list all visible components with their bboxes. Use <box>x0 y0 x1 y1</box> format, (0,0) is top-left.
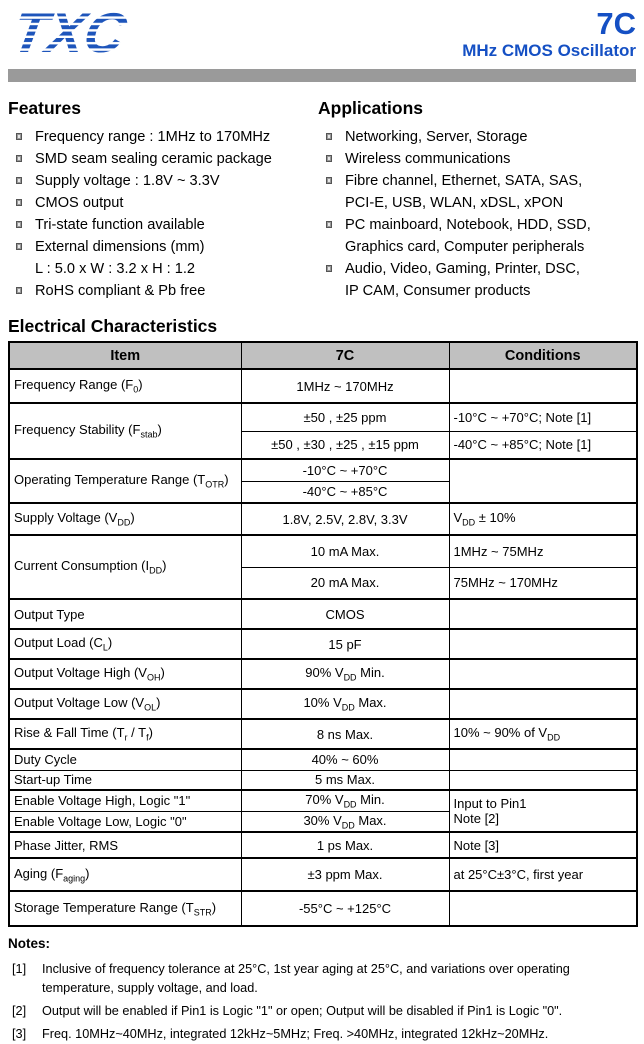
feature-text: External dimensions (mm) L : 5.0 x W : 3.2 x H : 1.2 <box>35 239 205 277</box>
table-row-output-voltage-high <box>9 659 637 689</box>
condition-cell <box>449 459 637 503</box>
electrical-characteristics-table <box>8 341 638 927</box>
square-bullet-icon <box>16 177 22 184</box>
note-ref: [1] <box>12 962 27 977</box>
item-cell: Output Type <box>9 599 241 629</box>
item-cell: Supply Voltage $(V_{DD})$ <box>9 503 241 535</box>
applications-list <box>318 126 636 302</box>
square-bullet-icon <box>326 265 332 272</box>
application-text: PC mainboard, Notebook, HDD, SSD, Graphics card, Computer peripherals <box>345 217 591 255</box>
application-text: Networking, Server, Storage <box>345 129 528 145</box>
square-bullet-icon <box>326 221 332 228</box>
application-text: Wireless communications <box>345 151 511 167</box>
value-cell: -55°C ~ +125°C <box>241 891 449 926</box>
table-row-output-load <box>9 629 637 659</box>
value-cell: 10% $V_{DD}$ Max. <box>241 689 449 719</box>
item-cell: Output Voltage High $(V_{OH})$ <box>9 659 241 689</box>
feature-item <box>16 280 318 302</box>
square-bullet-icon <box>326 133 332 140</box>
condition-cell <box>449 891 637 926</box>
value-cell: 15 pF <box>241 629 449 659</box>
condition-cell: -10°C ~ +70°C; Note [1] <box>449 403 637 431</box>
table-row-output-type <box>9 599 637 629</box>
table-row-frequency-stability-1 <box>9 403 637 431</box>
item-cell: Enable Voltage High, Logic "1" <box>9 790 241 811</box>
condition-cell: 10% ~ 90% of $V_{DD}$ <box>449 719 637 749</box>
value-cell: 8 ns Max. <box>241 719 449 749</box>
table-row-supply-voltage <box>9 503 637 535</box>
item-cell: Duty Cycle <box>9 749 241 770</box>
item-cell: Current Consumption $(I_{DD})$ <box>9 535 241 599</box>
value-cell: ±50 , ±30 , ±25 , ±15 ppm <box>241 431 449 459</box>
page-header <box>7 1 636 64</box>
application-item <box>326 214 636 258</box>
lists-section <box>8 98 636 302</box>
feature-item <box>16 148 318 170</box>
item-cell: Storage Temperature Range $(T_{STR})$ <box>9 891 241 926</box>
column-header-7c: 7C <box>241 342 449 369</box>
note-item <box>8 1002 636 1021</box>
application-item <box>326 126 636 148</box>
square-bullet-icon <box>16 133 22 140</box>
feature-item <box>16 236 318 280</box>
value-cell: ±3 ppm Max. <box>241 858 449 891</box>
product-title: 7C <box>596 6 636 41</box>
feature-text: RoHS compliant & Pb free <box>35 283 206 299</box>
condition-cell: -40°C ~ +85°C; Note [1] <box>449 431 637 459</box>
value-cell: 10 mA Max. <box>241 535 449 567</box>
note-text: Freq. 10MHz~40MHz, integrated 12kHz~5MHz; Freq. >40MHz, integrated 12kHz~20MHz. <box>42 1027 549 1042</box>
note-text: Inclusive of frequency tolerance at 25°C, 1st year aging at 25°C, and variations over operating temperature, supply voltage, and load. <box>42 962 570 996</box>
feature-text: Supply voltage : 1.8V ~ 3.3V <box>35 173 220 189</box>
application-item <box>326 258 636 302</box>
value-cell: 40% ~ 60% <box>241 749 449 770</box>
value-cell: -40°C ~ +85°C <box>241 481 449 503</box>
condition-cell <box>449 599 637 629</box>
square-bullet-icon <box>16 243 22 250</box>
note-item <box>8 960 636 998</box>
note-item <box>8 1025 636 1044</box>
table-row-enable-voltage-high <box>9 790 637 811</box>
note-text: Output will be enabled if Pin1 is Logic "1" or open; Output will be disabled if Pin1 is Logic "0". <box>42 1004 563 1019</box>
item-cell: Aging $(F_{aging})$ <box>9 858 241 891</box>
table-row-storage-temperature <box>9 891 637 926</box>
value-cell: 90% $V_{DD}$ Min. <box>241 659 449 689</box>
feature-text: Frequency range : 1MHz to 170MHz <box>35 129 271 145</box>
item-cell: Frequency Range $(F_0)$ <box>9 369 241 403</box>
value-cell: 1MHz ~ 170MHz <box>241 369 449 403</box>
item-cell: Frequency Stability $(F_{stab})$ <box>9 403 241 459</box>
square-bullet-icon <box>16 221 22 228</box>
value-cell: ±50 , ±25 ppm <box>241 403 449 431</box>
condition-cell <box>449 369 637 403</box>
value-cell: 1.8V, 2.5V, 2.8V, 3.3V <box>241 503 449 535</box>
features-section <box>8 98 318 302</box>
item-cell: Operating Temperature Range $(T_{OTR})$ <box>9 459 241 503</box>
condition-cell: 1MHz ~ 75MHz <box>449 535 637 567</box>
item-cell: Phase Jitter, RMS <box>9 832 241 858</box>
application-item <box>326 148 636 170</box>
square-bullet-icon <box>16 155 22 162</box>
feature-item <box>16 170 318 192</box>
table-row-frequency-range <box>9 369 637 403</box>
value-cell: 20 mA Max. <box>241 567 449 599</box>
application-text: Audio, Video, Gaming, Printer, DSC, IP CAM, Consumer products <box>345 261 580 299</box>
condition-cell: 75MHz ~ 170MHz <box>449 567 637 599</box>
table-header-row <box>9 342 637 369</box>
product-subtitle: MHz CMOS Oscillator <box>462 41 636 60</box>
condition-cell: Input to Pin1 Note [2] <box>449 790 637 832</box>
application-text: Fibre channel, Ethernet, SATA, SAS, PCI-E, USB, WLAN, xDSL, xPON <box>345 173 583 211</box>
condition-cell: Note [3] <box>449 832 637 858</box>
condition-cell <box>449 770 637 790</box>
column-header-conditions: Conditions <box>449 342 637 369</box>
table-row-duty-cycle <box>9 749 637 770</box>
table-row-operating-temperature-1 <box>9 459 637 481</box>
notes-section <box>8 936 636 1044</box>
condition-cell <box>449 659 637 689</box>
table-row-output-voltage-low <box>9 689 637 719</box>
notes-title: Notes: <box>8 936 51 952</box>
column-header-item: Item <box>9 342 241 369</box>
feature-item <box>16 214 318 236</box>
table-row-phase-jitter <box>9 832 637 858</box>
value-cell: -10°C ~ +70°C <box>241 459 449 481</box>
item-cell: Start-up Time <box>9 770 241 790</box>
value-cell: 5 ms Max. <box>241 770 449 790</box>
divider-bar <box>8 69 636 82</box>
item-cell: Output Load $(C_L)$ <box>9 629 241 659</box>
txc-logo <box>7 1 142 64</box>
applications-title: Applications <box>318 98 424 118</box>
square-bullet-icon <box>16 199 22 206</box>
condition-cell <box>449 689 637 719</box>
header-titles <box>462 8 636 62</box>
condition-cell <box>449 749 637 770</box>
table-row-aging <box>9 858 637 891</box>
feature-text: CMOS output <box>35 195 124 211</box>
electrical-characteristics-title: Electrical Characteristics <box>8 316 218 336</box>
value-cell: 1 ps Max. <box>241 832 449 858</box>
item-cell: Enable Voltage Low, Logic "0" <box>9 811 241 832</box>
note-ref: [3] <box>12 1027 27 1042</box>
note-ref: [2] <box>12 1004 27 1019</box>
applications-section <box>318 98 636 302</box>
value-cell: CMOS <box>241 599 449 629</box>
value-cell: 30% $V_{DD}$ Max. <box>241 811 449 832</box>
table-row-current-consumption-1 <box>9 535 637 567</box>
feature-text: Tri-state function available <box>35 217 205 233</box>
feature-item <box>16 192 318 214</box>
item-cell: Rise & Fall Time $(T_r / T_f)$ <box>9 719 241 749</box>
features-list <box>8 126 318 302</box>
feature-text: SMD seam sealing ceramic package <box>35 151 272 167</box>
value-cell: 70% $V_{DD}$ Min. <box>241 790 449 811</box>
table-row-startup-time <box>9 770 637 790</box>
application-item <box>326 170 636 214</box>
square-bullet-icon <box>16 287 22 294</box>
feature-item <box>16 126 318 148</box>
condition-cell <box>449 629 637 659</box>
condition-cell: at 25°C±3°C, first year <box>449 858 637 891</box>
svg-text:TXC: TXC <box>7 1 131 64</box>
table-row-rise-fall-time <box>9 719 637 749</box>
item-cell: Output Voltage Low $(V_{OL})$ <box>9 689 241 719</box>
square-bullet-icon <box>326 177 332 184</box>
features-title: Features <box>8 98 81 118</box>
condition-cell: $V_{DD} \pm 10\%$ <box>449 503 637 535</box>
square-bullet-icon <box>326 155 332 162</box>
